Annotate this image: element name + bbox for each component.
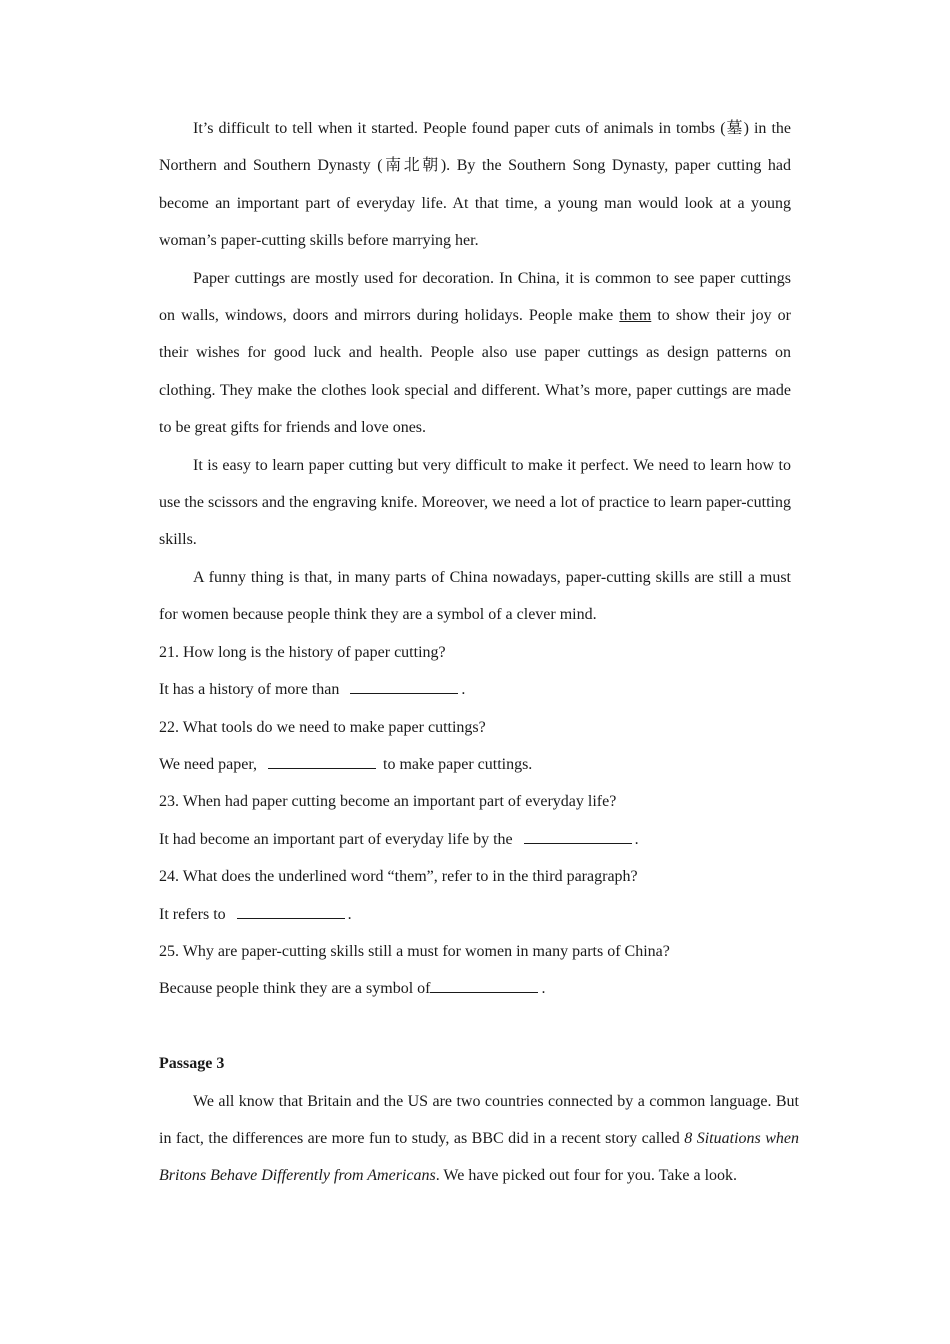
document-page bbox=[159, 110, 799, 1195]
questions-section bbox=[159, 634, 791, 1008]
paragraph-2 bbox=[159, 260, 791, 447]
paragraph-1: It’s difficult to tell when it started. People found paper cuts of animals in tombs (墓) in the Northern and Southern Dynasty (南北朝). By the Southern Song Dynasty, paper cutting had become an important part of everyday life. At that time, a young man would look at a young woman’s paper-cutting skills before marrying her. bbox=[159, 120, 791, 250]
answer-suffix: . bbox=[347, 905, 352, 923]
answer-line-21 bbox=[159, 671, 791, 708]
answer-line-24 bbox=[159, 896, 791, 933]
question-23: 23. When had paper cutting become an important part of everyday life? bbox=[159, 793, 617, 811]
paragraph-4: A funny thing is that, in many parts of China nowadays, paper-cutting skills are still a must for women because people think they are a symbol of a clever mind. bbox=[159, 568, 791, 624]
answer-blank[interactable] bbox=[350, 679, 458, 694]
answer-blank[interactable] bbox=[268, 754, 376, 769]
paragraph-2-start: Paper cuttings are mostly used for decoration. In China, it is common to see paper cuttings on walls, windows, doors and mirrors during holidays. People make bbox=[159, 269, 791, 325]
answer-prompt: Because people think they are a symbol of bbox=[159, 980, 431, 998]
underlined-word-them: them bbox=[619, 307, 652, 325]
answer-prompt: We need paper, bbox=[159, 755, 258, 773]
question-22: 22. What tools do we need to make paper cuttings? bbox=[159, 718, 486, 736]
passage-3-heading: Passage 3 bbox=[159, 1055, 225, 1073]
answer-suffix: . bbox=[541, 980, 546, 998]
passage-3-intro-end: . We have picked out four for you. Take a look. bbox=[435, 1167, 738, 1185]
answer-suffix: . bbox=[634, 830, 639, 848]
answer-blank[interactable] bbox=[430, 978, 538, 993]
passage-3-intro: We all know that Britain and the US are two countries connected by a common language. But in fact, the differences are more fun to study, as BBC did in a recent story called bbox=[159, 1092, 799, 1147]
answer-line-22 bbox=[159, 746, 791, 783]
answer-suffix: . bbox=[461, 681, 466, 699]
answer-prompt: It had become an important part of everyday life by the bbox=[159, 830, 513, 848]
question-24: 24. What does the underlined word “them”, refer to in the third paragraph? bbox=[159, 868, 638, 886]
answer-line-23 bbox=[159, 821, 791, 858]
answer-blank[interactable] bbox=[237, 904, 345, 919]
passage-3-paragraph-1 bbox=[159, 1083, 799, 1195]
answer-suffix: to make paper cuttings. bbox=[383, 755, 533, 773]
story-title: 8 Situations when Britons Behave Differently from Americans bbox=[159, 1129, 799, 1185]
paragraph-3: It is easy to learn paper cutting but very difficult to make it perfect. We need to learn how to use the scissors and the engraving knife. Moreover, we need a lot of practice to learn paper-cutting skills. bbox=[159, 456, 791, 549]
answer-line-25 bbox=[159, 970, 791, 1007]
answer-blank[interactable] bbox=[524, 829, 632, 844]
answer-prompt: It has a history of more than bbox=[159, 681, 340, 699]
question-25: 25. Why are paper-cutting skills still a must for women in many parts of China? bbox=[159, 942, 670, 960]
answer-prompt: It refers to bbox=[159, 905, 226, 923]
paragraph-2-end: to show their joy or their wishes for good luck and health. People also use paper cuttings as design patterns on clothing. They make the clothes look special and different. What’s more, paper cuttings are made to be great gifts for friends and love ones. bbox=[159, 307, 791, 437]
question-21: 21. How long is the history of paper cutting? bbox=[159, 643, 446, 661]
section-spacer bbox=[159, 1008, 791, 1045]
